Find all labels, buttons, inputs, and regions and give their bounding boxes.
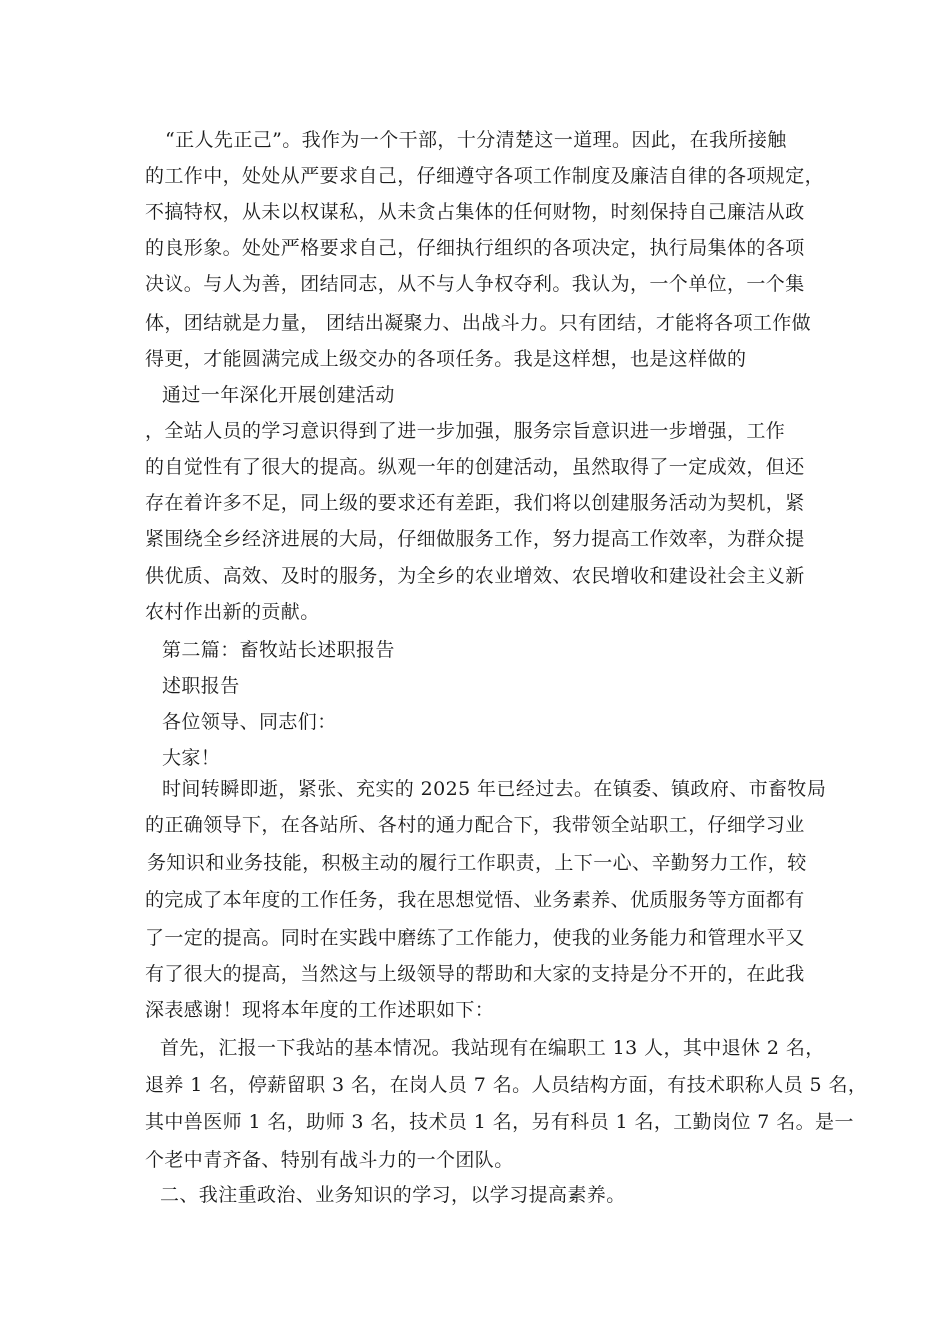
paragraph-line: 的良形象。处处严格要求自己，仔细执行组织的各项决定，执行局集体的各项 [145,237,805,259]
paragraph-line: 务知识和业务技能，积极主动的履行工作职责，上下一心、辛勤努力工作，较 [147,852,807,874]
salutation: 各位领导、同志们： [162,711,337,733]
paragraph-line: “正人先正己”。我作为一个干部，十分清楚这一道理。因此，在我所接触 [165,129,787,151]
paragraph-line: 的完成了本年度的工作任务，我在思想觉悟、业务素养、优质服务等方面都有 [145,889,805,911]
paragraph-line: 个老中青齐备、特别有战斗力的一个团队。 [145,1149,514,1171]
paragraph-line: 通过一年深化开展创建活动 [162,384,395,406]
paragraph-line: 不搞特权，从未以权谋私，从未贪占集体的任何财物，时刻保持自己廉洁从政 [145,201,805,223]
paragraph-line: 时间转瞬即逝，紧张、充实的 2025 年已经过去。在镇委、镇政府、市畜牧局 [162,778,827,800]
paragraph-line: ，全站人员的学习意识得到了进一步加强，服务宗旨意识进一步增强，工作 [145,420,786,442]
paragraph-line: 退养 1 名，停薪留职 3 名，在岗人员 7 名。人员结构方面，有技术职称人员 5 名， [145,1074,868,1096]
paragraph-line: 供优质、高效、及时的服务，为全乡的农业增效、农民增收和建设社会主义新 [145,565,805,587]
paragraph-line: 得更，才能圆满完成上级交办的各项任务。我是这样想，也是这样做的 [145,348,747,370]
paragraph-line: 体，团结就是力量， 团结出凝聚力、出战斗力。只有团结，才能将各项工作做 [145,312,812,334]
report-title: 述职报告 [162,675,240,697]
paragraph-line: 首先，汇报一下我站的基本情况。我站现有在编职工 13 人，其中退休 2 名， [160,1037,825,1059]
paragraph-line: 二、我注重政治、业务知识的学习，以学习提高素养。 [160,1184,626,1206]
paragraph-line: 深表感谢！现将本年度的工作述职如下： [145,999,495,1021]
paragraph-line: 存在着许多不足，同上级的要求还有差距，我们将以创建服务活动为契机，紧 [145,492,805,514]
paragraph-line: 决议。与人为善，团结同志，从不与人争权夺利。我认为，一个单位，一个集 [145,273,805,295]
paragraph-line: 其中兽医师 1 名，助师 3 名，技术员 1 名，另有科员 1 名，工勤岗位 7 名。是一 [145,1111,854,1133]
paragraph-line: 了一定的提高。同时在实践中磨练了工作能力，使我的业务能力和管理水平又 [145,927,805,949]
section-heading: 第二篇：畜牧站长述职报告 [162,639,395,661]
paragraph-line: 的工作中，处处从严要求自己，仔细遵守各项工作制度及廉洁自律的各项规定， [145,165,825,187]
paragraph-line: 农村作出新的贡献。 [145,601,320,623]
paragraph-line: 的正确领导下，在各站所、各村的通力配合下，我带领全站职工，仔细学习业 [145,814,805,836]
paragraph-line: 紧围绕全乡经济进展的大局，仔细做服务工作，努力提高工作效率，为群众提 [145,528,805,550]
paragraph-line: 有了很大的提高，当然这与上级领导的帮助和大家的支持是分不开的，在此我 [145,963,805,985]
greeting: 大家！ [162,747,221,769]
paragraph-line: 的自觉性有了很大的提高。纵观一年的创建活动，虽然取得了一定成效，但还 [145,456,805,478]
